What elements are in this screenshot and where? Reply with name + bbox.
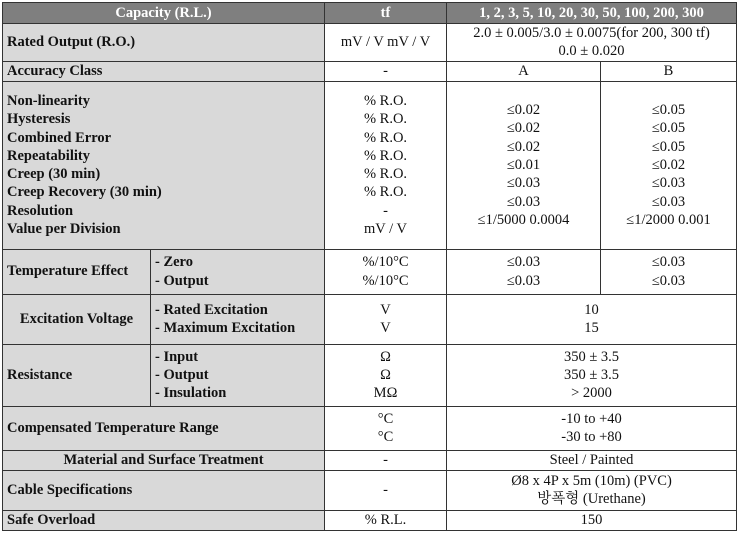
- temp-b-value: ≤0.03: [651, 254, 686, 271]
- rated-output-unit: mV / V mV / V: [325, 24, 447, 62]
- perf-label: Combined Error: [7, 129, 112, 146]
- exc-value: 10: [584, 301, 599, 318]
- res-unit: Ω: [380, 348, 391, 365]
- perf-unit: % R.O.: [363, 166, 408, 183]
- temperature-effect-b: [601, 249, 737, 294]
- load-cell-spec-table: [2, 2, 737, 531]
- exc-unit: V: [380, 320, 391, 337]
- performance-row: [3, 81, 737, 249]
- temperature-effect-row: [3, 249, 737, 294]
- rated-output-value-line2: 0.0 ± 0.020: [558, 43, 625, 60]
- header-row: [3, 3, 737, 24]
- perf-a-value: ≤1/5000 0.0004: [477, 211, 570, 228]
- capacity-header: Capacity (R.L.): [3, 3, 325, 24]
- accuracy-class-label: Accuracy Class: [3, 61, 325, 81]
- comp-value: -10 to +40: [561, 410, 622, 427]
- perf-a-value: ≤0.03: [506, 193, 541, 210]
- accuracy-class-a: A: [447, 61, 601, 81]
- excitation-voltage-sub: [151, 294, 325, 344]
- res-value: 350 ± 3.5: [563, 348, 620, 365]
- temp-a-value: ≤0.03: [506, 254, 541, 271]
- performance-class-a: [447, 81, 601, 249]
- perf-unit: -: [383, 202, 388, 219]
- perf-unit: % R.O.: [363, 92, 408, 109]
- performance-labels: [3, 81, 325, 249]
- cable-row: [3, 470, 737, 510]
- perf-b-value: ≤0.05: [651, 102, 686, 119]
- unit-header: tf: [325, 3, 447, 24]
- perf-label: Hysteresis: [7, 111, 71, 128]
- temperature-effect-a: [447, 249, 601, 294]
- perf-a-value: ≤0.03: [506, 175, 541, 192]
- safe-overload-row: [3, 510, 737, 530]
- exc-sub-rated: - Rated Excitation: [155, 301, 268, 318]
- cable-label: Cable Specifications: [3, 470, 325, 510]
- temp-unit: %/10°C: [362, 254, 409, 271]
- safe-overload-unit: % R.L.: [325, 510, 447, 530]
- temp-sub-zero: - Zero: [155, 254, 193, 271]
- temperature-effect-label: Temperature Effect: [3, 249, 151, 294]
- perf-a-value: ≤0.01: [506, 156, 541, 173]
- perf-label: Repeatability: [7, 147, 90, 164]
- res-unit: Ω: [380, 366, 391, 383]
- temperature-effect-sub: [151, 249, 325, 294]
- comp-value: -30 to +80: [561, 429, 622, 446]
- capacities-header: 1, 2, 3, 5, 10, 20, 30, 50, 100, 200, 300: [447, 3, 737, 24]
- perf-unit: % R.O.: [363, 111, 408, 128]
- perf-unit: % R.O.: [363, 147, 408, 164]
- perf-b-value: ≤1/2000 0.001: [626, 211, 711, 228]
- perf-a-value: ≤0.02: [506, 102, 541, 119]
- comp-unit: °C: [377, 410, 394, 427]
- res-sub-insulation: - Insulation: [155, 385, 227, 402]
- exc-unit: V: [380, 301, 391, 318]
- excitation-voltage-units: [325, 294, 447, 344]
- rated-output-value: [447, 24, 737, 62]
- resistance-values: [447, 344, 737, 406]
- safe-overload-value: 150: [447, 510, 737, 530]
- temp-sub-output: - Output: [155, 272, 209, 289]
- excitation-voltage-values: [447, 294, 737, 344]
- material-row: [3, 450, 737, 470]
- res-unit: MΩ: [373, 385, 398, 402]
- res-sub-output: - Output: [155, 366, 209, 383]
- perf-b-value: ≤0.02: [651, 156, 686, 173]
- res-sub-input: - Input: [155, 348, 199, 365]
- compensated-temperature-values: [447, 406, 737, 450]
- res-value: > 2000: [571, 385, 612, 402]
- safe-overload-label: Safe Overload: [3, 510, 325, 530]
- excitation-voltage-label: Excitation Voltage: [3, 294, 151, 344]
- perf-label: Resolution: [7, 202, 74, 219]
- exc-value: 15: [584, 320, 599, 337]
- cable-value: [447, 470, 737, 510]
- compensated-temperature-units: [325, 406, 447, 450]
- perf-label: Creep (30 min): [7, 166, 101, 183]
- resistance-row: [3, 344, 737, 406]
- accuracy-class-unit: -: [325, 61, 447, 81]
- cable-value-line2: 방폭형 (Urethane): [537, 491, 646, 508]
- cable-unit: -: [325, 470, 447, 510]
- cable-value-line1: Ø8 x 4P x 5m (10m) (PVC): [511, 472, 672, 489]
- perf-b-value: ≤0.05: [651, 138, 686, 155]
- perf-unit: % R.O.: [363, 129, 408, 146]
- temperature-effect-units: [325, 249, 447, 294]
- temp-unit: %/10°C: [362, 272, 409, 289]
- material-value: Steel / Painted: [447, 450, 737, 470]
- perf-b-value: ≤0.03: [651, 193, 686, 210]
- resistance-sub: [151, 344, 325, 406]
- res-value: 350 ± 3.5: [563, 366, 620, 383]
- accuracy-class-b: B: [601, 61, 737, 81]
- temp-b-value: ≤0.03: [651, 272, 686, 289]
- perf-unit: % R.O.: [363, 184, 408, 201]
- performance-class-b: [601, 81, 737, 249]
- accuracy-class-row: [3, 61, 737, 81]
- compensated-temperature-row: [3, 406, 737, 450]
- exc-sub-max: - Maximum Excitation: [155, 320, 296, 337]
- comp-unit: °C: [377, 429, 394, 446]
- excitation-voltage-row: [3, 294, 737, 344]
- perf-unit: mV / V: [364, 220, 407, 237]
- perf-a-value: ≤0.02: [506, 120, 541, 137]
- resistance-label: Resistance: [3, 344, 151, 406]
- performance-units: [325, 81, 447, 249]
- resistance-units: [325, 344, 447, 406]
- perf-b-value: ≤0.03: [651, 175, 686, 192]
- perf-a-value: ≤0.02: [506, 138, 541, 155]
- material-unit: -: [325, 450, 447, 470]
- rated-output-value-line1: 2.0 ± 0.005/3.0 ± 0.0075(for 200, 300 tf): [473, 25, 710, 41]
- rated-output-row: [3, 24, 737, 62]
- perf-label: Non-linearity: [7, 92, 90, 109]
- material-label: Material and Surface Treatment: [3, 450, 325, 470]
- temp-a-value: ≤0.03: [506, 272, 541, 289]
- perf-label: Creep Recovery (30 min): [7, 184, 162, 201]
- rated-output-label: Rated Output (R.O.): [3, 24, 325, 62]
- compensated-temperature-label: Compensated Temperature Range: [3, 406, 325, 450]
- perf-label: Value per Division: [7, 220, 121, 237]
- perf-b-value: ≤0.05: [651, 120, 686, 137]
